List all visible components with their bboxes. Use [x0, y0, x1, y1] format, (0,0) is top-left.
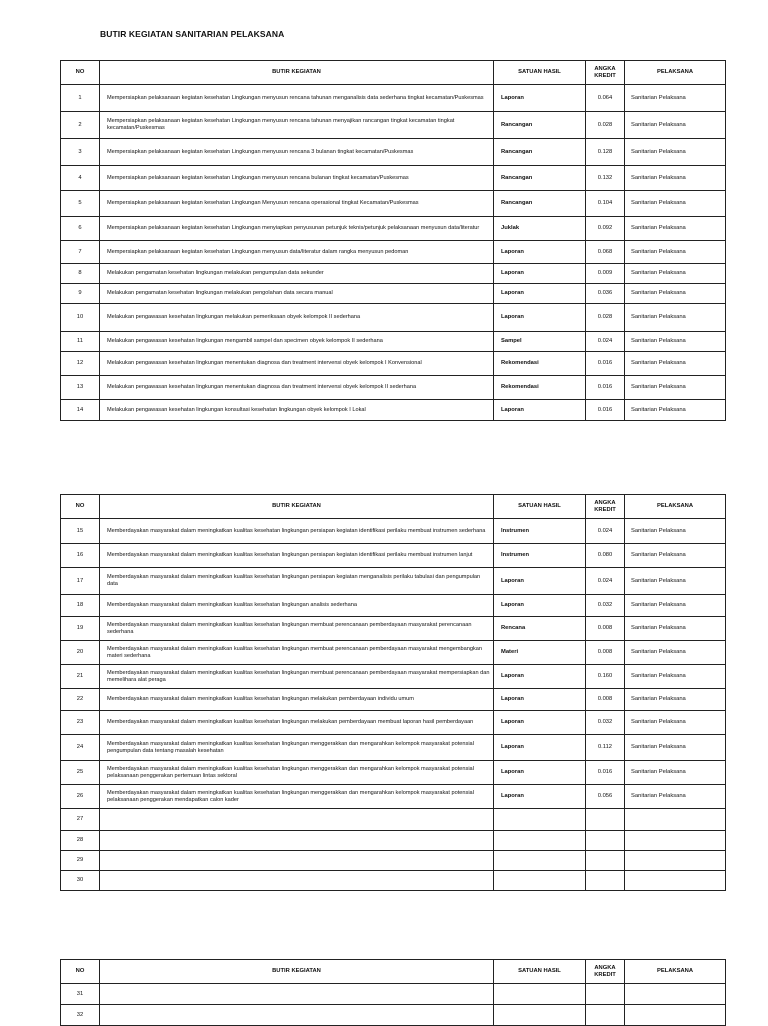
cell-no: 7 — [61, 241, 100, 264]
table-row — [61, 871, 726, 891]
cell-no: 6 — [61, 217, 100, 241]
cell-satuan-hasil: Laporan — [494, 761, 586, 785]
table-row — [61, 544, 726, 568]
cell-butir-kegiatan — [100, 984, 494, 1005]
cell-pelaksana: Sanitarian Pelaksana — [625, 304, 726, 332]
cell-satuan-hasil — [494, 984, 586, 1005]
cell-butir-kegiatan: Memberdayakan masyarakat dalam meningkatkan kualitas kesehatan lingkungan menggerakkan dan mengarahkan kelompok masyarakat potensial pengumpulan data tentang masalah kesehatan — [100, 735, 494, 761]
cell-no: 14 — [61, 400, 100, 421]
cell-satuan-hasil: Juklak — [494, 217, 586, 241]
cell-satuan-hasil: Laporan — [494, 304, 586, 332]
cell-no: 20 — [61, 641, 100, 665]
table-row — [61, 735, 726, 761]
cell-angka-kredit: 0.024 — [586, 332, 625, 352]
cell-satuan-hasil: Laporan — [494, 241, 586, 264]
cell-no: 27 — [61, 809, 100, 831]
header-angka-kredit: ANGKA KREDIT — [586, 61, 625, 85]
cell-pelaksana: Sanitarian Pelaksana — [625, 352, 726, 376]
cell-satuan-hasil: Rancangan — [494, 112, 586, 139]
header-no: NO — [61, 960, 100, 984]
table-row — [61, 166, 726, 191]
cell-butir-kegiatan: Memberdayakan masyarakat dalam meningkatkan kualitas kesehatan lingkungan membuat perencanaan pemberdayaan masyarakat mempersiapkan dan memelihara alat peraga — [100, 665, 494, 689]
table-row — [61, 617, 726, 641]
cell-satuan-hasil: Laporan — [494, 595, 586, 617]
cell-pelaksana — [625, 984, 726, 1005]
cell-angka-kredit: 0.128 — [586, 139, 625, 166]
cell-pelaksana — [625, 851, 726, 871]
cell-satuan-hasil: Rancangan — [494, 166, 586, 191]
cell-no: 17 — [61, 568, 100, 595]
cell-butir-kegiatan: Mempersiapkan pelaksanaan kegiatan kesehatan Lingkungan menyusun rencana tahunan menganalisis data sederhana tingkat kecamatan/Puskesmas — [100, 85, 494, 112]
cell-pelaksana: Sanitarian Pelaksana — [625, 376, 726, 400]
cell-butir-kegiatan: Melakukan pengawasan kesehatan lingkungan menentukan diagnosa dan treatment intervensi obyek kelompok II sederhana — [100, 376, 494, 400]
cell-butir-kegiatan: Mempersiapkan pelaksanaan kegiatan kesehatan Lingkungan Menyusun rencana operasional tingkat Kecamatan/Puskesmas — [100, 191, 494, 217]
cell-angka-kredit — [586, 831, 625, 851]
table-row — [61, 332, 726, 352]
cell-butir-kegiatan: Melakukan pengawasan kesehatan lingkungan konsultasi kesehatan lingkungan obyek kelompok I Lokal — [100, 400, 494, 421]
cell-satuan-hasil: Materi — [494, 641, 586, 665]
cell-no: 10 — [61, 304, 100, 332]
cell-no: 5 — [61, 191, 100, 217]
cell-butir-kegiatan — [100, 831, 494, 851]
cell-angka-kredit: 0.160 — [586, 665, 625, 689]
cell-butir-kegiatan — [100, 809, 494, 831]
header-no: NO — [61, 495, 100, 519]
header-pelaksana: PELAKSANA — [625, 960, 726, 984]
cell-satuan-hasil: Laporan — [494, 284, 586, 304]
cell-satuan-hasil — [494, 809, 586, 831]
cell-pelaksana: Sanitarian Pelaksana — [625, 761, 726, 785]
cell-pelaksana: Sanitarian Pelaksana — [625, 284, 726, 304]
table-header-row — [61, 61, 726, 85]
cell-butir-kegiatan: Memberdayakan masyarakat dalam meningkatkan kualitas kesehatan lingkungan analisis sederhana — [100, 595, 494, 617]
cell-no: 11 — [61, 332, 100, 352]
header-pelaksana: PELAKSANA — [625, 495, 726, 519]
cell-butir-kegiatan: Mempersiapkan pelaksanaan kegiatan kesehatan Lingkungan menyusun rencana 3 bulanan tingkat kecamatan/Puskesmas — [100, 139, 494, 166]
cell-butir-kegiatan: Memberdayakan masyarakat dalam meningkatkan kualitas kesehatan lingkungan persiapan kegiatan menganalisis perilaku tabulasi dan pengumpulan data — [100, 568, 494, 595]
cell-no: 1 — [61, 85, 100, 112]
cell-pelaksana: Sanitarian Pelaksana — [625, 735, 726, 761]
header-angka-kredit: ANGKA KREDIT — [586, 495, 625, 519]
cell-pelaksana: Sanitarian Pelaksana — [625, 139, 726, 166]
cell-butir-kegiatan — [100, 871, 494, 891]
table-row — [61, 761, 726, 785]
cell-no: 31 — [61, 984, 100, 1005]
cell-angka-kredit: 0.016 — [586, 376, 625, 400]
cell-angka-kredit: 0.068 — [586, 241, 625, 264]
cell-no: 12 — [61, 352, 100, 376]
table-row — [61, 984, 726, 1005]
cell-no: 9 — [61, 284, 100, 304]
cell-angka-kredit: 0.008 — [586, 641, 625, 665]
cell-butir-kegiatan: Memberdayakan masyarakat dalam meningkatkan kualitas kesehatan lingkungan membuat perencanaan pemberdayaan masyarakat perencanaan sederhana — [100, 617, 494, 641]
cell-pelaksana: Sanitarian Pelaksana — [625, 689, 726, 711]
cell-angka-kredit: 0.032 — [586, 595, 625, 617]
cell-pelaksana: Sanitarian Pelaksana — [625, 665, 726, 689]
kegiatan-table-1 — [60, 60, 726, 421]
table-row — [61, 400, 726, 421]
cell-butir-kegiatan: Memberdayakan masyarakat dalam meningkatkan kualitas kesehatan lingkungan menggerakkan dan mengarahkan kelompok masyarakat potensial pelaksanaan penggerakan mendapatkan calon kader — [100, 785, 494, 809]
table-row — [61, 595, 726, 617]
cell-no: 30 — [61, 871, 100, 891]
cell-pelaksana: Sanitarian Pelaksana — [625, 264, 726, 284]
cell-angka-kredit: 0.028 — [586, 112, 625, 139]
cell-satuan-hasil — [494, 851, 586, 871]
cell-pelaksana: Sanitarian Pelaksana — [625, 85, 726, 112]
cell-angka-kredit: 0.032 — [586, 711, 625, 735]
table-row — [61, 284, 726, 304]
table-row — [61, 1005, 726, 1026]
cell-no: 23 — [61, 711, 100, 735]
cell-angka-kredit: 0.104 — [586, 191, 625, 217]
cell-pelaksana: Sanitarian Pelaksana — [625, 191, 726, 217]
cell-satuan-hasil: Rekomendasi — [494, 352, 586, 376]
table-row — [61, 304, 726, 332]
cell-satuan-hasil: Rancangan — [494, 139, 586, 166]
table-row — [61, 519, 726, 544]
cell-angka-kredit: 0.080 — [586, 544, 625, 568]
kegiatan-table-2 — [60, 494, 726, 891]
cell-no: 4 — [61, 166, 100, 191]
cell-angka-kredit: 0.008 — [586, 617, 625, 641]
header-angka-kredit: ANGKA KREDIT — [586, 960, 625, 984]
cell-angka-kredit — [586, 984, 625, 1005]
header-butir-kegiatan: BUTIR KEGIATAN — [100, 960, 494, 984]
cell-pelaksana — [625, 831, 726, 851]
cell-butir-kegiatan — [100, 1005, 494, 1026]
table-row — [61, 689, 726, 711]
cell-pelaksana: Sanitarian Pelaksana — [625, 595, 726, 617]
cell-angka-kredit — [586, 809, 625, 831]
cell-no: 32 — [61, 1005, 100, 1026]
table-row — [61, 139, 726, 166]
cell-butir-kegiatan: Melakukan pengawasan kesehatan lingkungan mengambil sampel dan specimen obyek kelompok II sederhana — [100, 332, 494, 352]
cell-pelaksana: Sanitarian Pelaksana — [625, 711, 726, 735]
cell-angka-kredit: 0.009 — [586, 264, 625, 284]
cell-angka-kredit: 0.036 — [586, 284, 625, 304]
table-row — [61, 376, 726, 400]
header-satuan-hasil: SATUAN HASIL — [494, 61, 586, 85]
cell-butir-kegiatan — [100, 851, 494, 871]
cell-no: 15 — [61, 519, 100, 544]
cell-butir-kegiatan: Mempersiapkan pelaksanaan kegiatan kesehatan Lingkungan menyiapkan penyusunan petunjuk teknis/petunjuk pelaksanaan menyusun data/literatur — [100, 217, 494, 241]
cell-butir-kegiatan: Melakukan pengamatan kesehatan lingkungan melakukan pengolahan data secara manual — [100, 284, 494, 304]
table-row — [61, 785, 726, 809]
cell-angka-kredit — [586, 1005, 625, 1026]
cell-no: 3 — [61, 139, 100, 166]
cell-butir-kegiatan: Memberdayakan masyarakat dalam meningkatkan kualitas kesehatan lingkungan melakukan pemberdayaan individu umum — [100, 689, 494, 711]
cell-no: 18 — [61, 595, 100, 617]
cell-no: 29 — [61, 851, 100, 871]
cell-no: 25 — [61, 761, 100, 785]
cell-no: 8 — [61, 264, 100, 284]
cell-pelaksana — [625, 809, 726, 831]
cell-no: 22 — [61, 689, 100, 711]
cell-butir-kegiatan: Melakukan pengawasan kesehatan lingkungan menentukan diagnosa dan treatment intervensi obyek kelompok I Konvensional — [100, 352, 494, 376]
cell-angka-kredit: 0.028 — [586, 304, 625, 332]
header-no: NO — [61, 61, 100, 85]
table-header-row — [61, 495, 726, 519]
cell-satuan-hasil: Rencana — [494, 617, 586, 641]
cell-pelaksana: Sanitarian Pelaksana — [625, 241, 726, 264]
cell-angka-kredit — [586, 871, 625, 891]
cell-butir-kegiatan: Mempersiapkan pelaksanaan kegiatan kesehatan Lingkungan menyusun rencana bulanan tingkat kecamatan/Puskesmas — [100, 166, 494, 191]
table-row — [61, 809, 726, 831]
cell-pelaksana: Sanitarian Pelaksana — [625, 400, 726, 421]
document-title: BUTIR KEGIATAN SANITARIAN PELAKSANA — [100, 29, 285, 39]
table-row — [61, 711, 726, 735]
cell-no: 13 — [61, 376, 100, 400]
cell-no: 2 — [61, 112, 100, 139]
cell-satuan-hasil: Laporan — [494, 689, 586, 711]
cell-satuan-hasil: Rekomendasi — [494, 376, 586, 400]
cell-angka-kredit: 0.008 — [586, 689, 625, 711]
table-row — [61, 568, 726, 595]
table-row — [61, 641, 726, 665]
cell-pelaksana — [625, 1005, 726, 1026]
cell-no: 28 — [61, 831, 100, 851]
cell-satuan-hasil: Laporan — [494, 400, 586, 421]
table-row — [61, 264, 726, 284]
cell-pelaksana: Sanitarian Pelaksana — [625, 568, 726, 595]
table-row — [61, 112, 726, 139]
cell-angka-kredit: 0.024 — [586, 519, 625, 544]
table-row — [61, 831, 726, 851]
cell-no: 24 — [61, 735, 100, 761]
cell-butir-kegiatan: Memberdayakan masyarakat dalam meningkatkan kualitas kesehatan lingkungan persiapan kegiatan identifikasi perilaku membuat instrumen sederhana — [100, 519, 494, 544]
cell-satuan-hasil — [494, 871, 586, 891]
cell-pelaksana: Sanitarian Pelaksana — [625, 641, 726, 665]
cell-no: 19 — [61, 617, 100, 641]
header-butir-kegiatan: BUTIR KEGIATAN — [100, 495, 494, 519]
cell-angka-kredit: 0.024 — [586, 568, 625, 595]
cell-angka-kredit — [586, 851, 625, 871]
cell-pelaksana: Sanitarian Pelaksana — [625, 217, 726, 241]
cell-pelaksana: Sanitarian Pelaksana — [625, 112, 726, 139]
cell-satuan-hasil — [494, 1005, 586, 1026]
cell-satuan-hasil: Laporan — [494, 85, 586, 112]
cell-satuan-hasil: Laporan — [494, 735, 586, 761]
cell-satuan-hasil: Laporan — [494, 264, 586, 284]
cell-butir-kegiatan: Melakukan pengawasan kesehatan lingkungan melakukan pemeriksaan obyek kelompok II sederhana — [100, 304, 494, 332]
table-row — [61, 191, 726, 217]
cell-pelaksana: Sanitarian Pelaksana — [625, 519, 726, 544]
cell-satuan-hasil: Rancangan — [494, 191, 586, 217]
cell-angka-kredit: 0.132 — [586, 166, 625, 191]
cell-angka-kredit: 0.016 — [586, 400, 625, 421]
cell-pelaksana: Sanitarian Pelaksana — [625, 785, 726, 809]
cell-butir-kegiatan: Memberdayakan masyarakat dalam meningkatkan kualitas kesehatan lingkungan membuat perencanaan pemberdayaan masyarakat mengembangkan materi sederhana — [100, 641, 494, 665]
table-row — [61, 352, 726, 376]
cell-angka-kredit: 0.092 — [586, 217, 625, 241]
cell-pelaksana — [625, 871, 726, 891]
cell-no: 16 — [61, 544, 100, 568]
cell-butir-kegiatan: Memberdayakan masyarakat dalam meningkatkan kualitas kesehatan lingkungan persiapan kegiatan identifikasi perilaku membuat instrumen lanjut — [100, 544, 494, 568]
table-row — [61, 851, 726, 871]
cell-pelaksana: Sanitarian Pelaksana — [625, 544, 726, 568]
cell-satuan-hasil: Sampel — [494, 332, 586, 352]
cell-pelaksana: Sanitarian Pelaksana — [625, 617, 726, 641]
cell-butir-kegiatan: Memberdayakan masyarakat dalam meningkatkan kualitas kesehatan lingkungan melakukan pemberdayaan membuat laporan hasil pemberdayaan — [100, 711, 494, 735]
cell-angka-kredit: 0.016 — [586, 352, 625, 376]
table-row — [61, 665, 726, 689]
cell-satuan-hasil: Instrumen — [494, 519, 586, 544]
cell-pelaksana: Sanitarian Pelaksana — [625, 166, 726, 191]
cell-satuan-hasil: Laporan — [494, 711, 586, 735]
cell-satuan-hasil: Laporan — [494, 568, 586, 595]
header-butir-kegiatan: BUTIR KEGIATAN — [100, 61, 494, 85]
cell-no: 21 — [61, 665, 100, 689]
cell-butir-kegiatan: Mempersiapkan pelaksanaan kegiatan kesehatan Lingkungan menyusun rencana tahunan menyajikan rancangan tingkat kecamatan tingkat kecamatan/Puskesmas — [100, 112, 494, 139]
table-row — [61, 241, 726, 264]
cell-angka-kredit: 0.016 — [586, 761, 625, 785]
kegiatan-table-3 — [60, 959, 726, 1026]
cell-satuan-hasil: Laporan — [494, 785, 586, 809]
header-pelaksana: PELAKSANA — [625, 61, 726, 85]
header-satuan-hasil: SATUAN HASIL — [494, 960, 586, 984]
table-row — [61, 85, 726, 112]
cell-no: 26 — [61, 785, 100, 809]
table-header-row — [61, 960, 726, 984]
table-row — [61, 217, 726, 241]
cell-satuan-hasil: Laporan — [494, 665, 586, 689]
cell-butir-kegiatan: Mempersiapkan pelaksanaan kegiatan kesehatan Lingkungan menyusun data/literatur dalam rangka menyusun pedoman — [100, 241, 494, 264]
cell-angka-kredit: 0.056 — [586, 785, 625, 809]
cell-satuan-hasil: Instrumen — [494, 544, 586, 568]
cell-butir-kegiatan: Memberdayakan masyarakat dalam meningkatkan kualitas kesehatan lingkungan menggerakkan dan mengarahkan kelompok masyarakat potensial pelaksanaan penggerakan pertemuan lintas sektoral — [100, 761, 494, 785]
cell-angka-kredit: 0.112 — [586, 735, 625, 761]
header-satuan-hasil: SATUAN HASIL — [494, 495, 586, 519]
cell-satuan-hasil — [494, 831, 586, 851]
cell-pelaksana: Sanitarian Pelaksana — [625, 332, 726, 352]
cell-butir-kegiatan: Melakukan pengamatan kesehatan lingkungan melakukan pengumpulan data sekunder — [100, 264, 494, 284]
cell-angka-kredit: 0.064 — [586, 85, 625, 112]
